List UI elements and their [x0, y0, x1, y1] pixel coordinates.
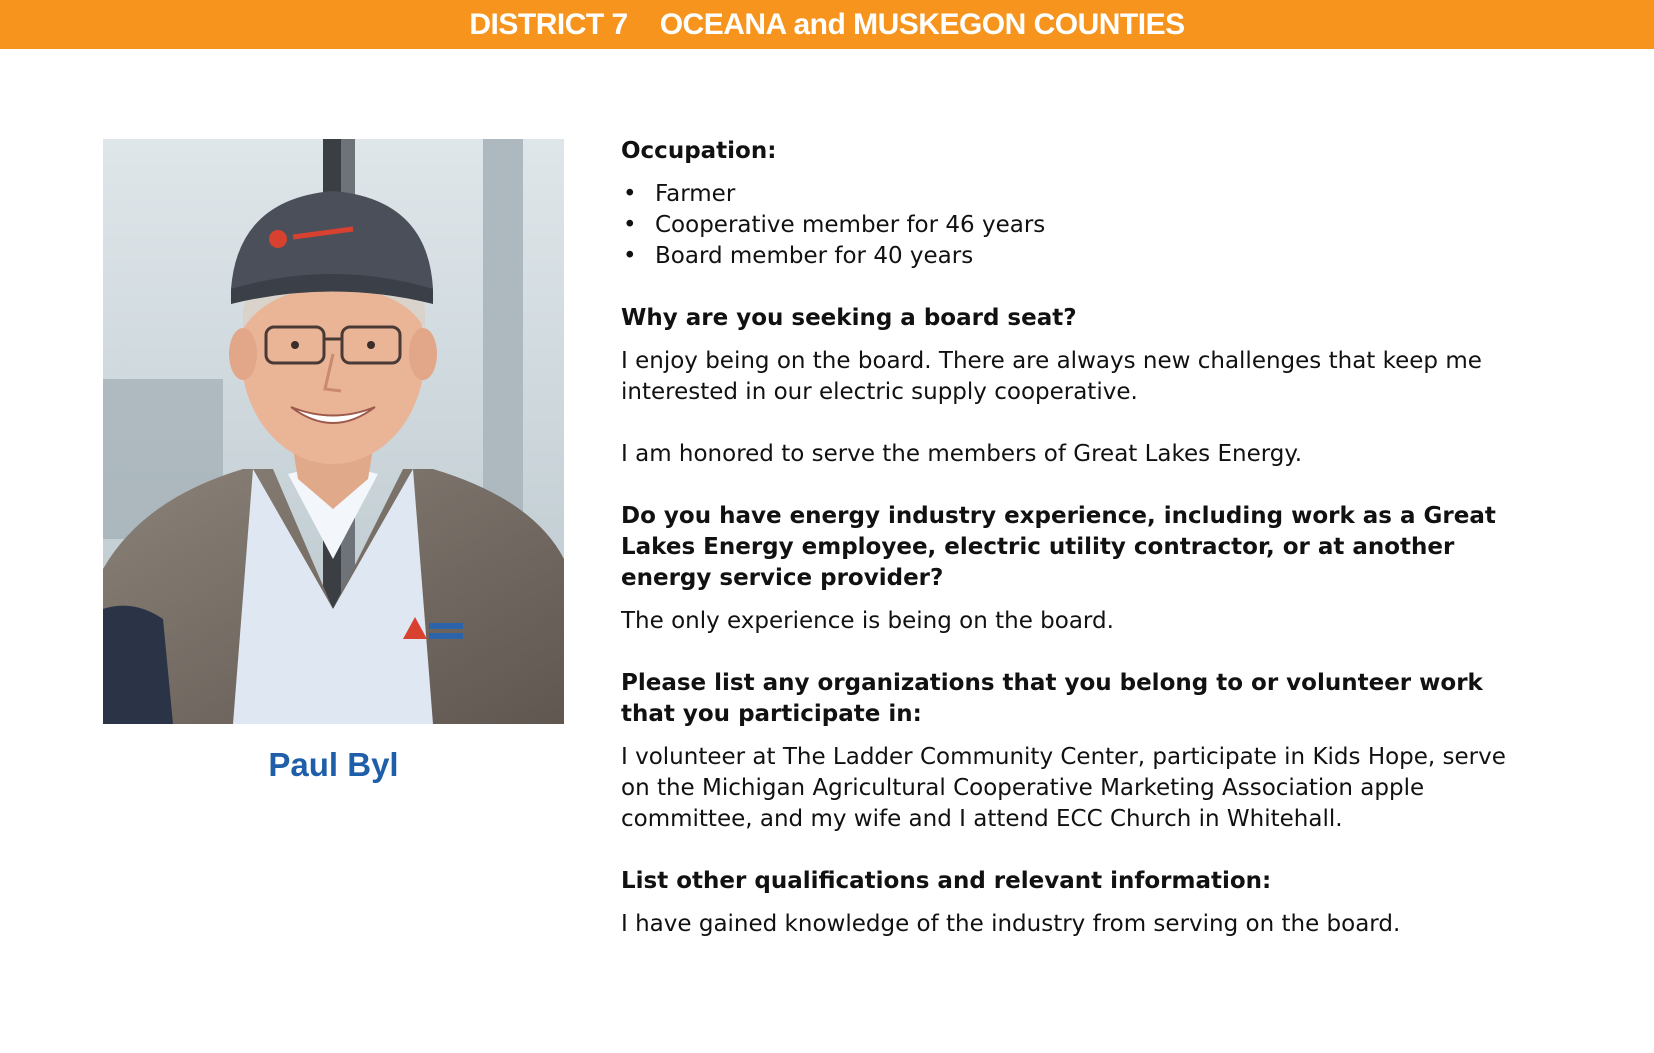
- occupation-item: • Board member for 40 years: [621, 241, 1561, 272]
- organizations-answer: I volunteer at The Ladder Community Center, participate in Kids Hope, serve on the Michigan Agricultural Cooperative Marketing Association apple committee, and my wife and I attend ECC Church in Whitehall.: [621, 744, 1506, 832]
- seeking-heading: Why are you seeking a board seat?: [621, 305, 1077, 331]
- district-number: DISTRICT 7: [469, 7, 628, 41]
- district-counties: OCEANA and MUSKEGON COUNTIES: [659, 7, 1185, 41]
- experience-answer: The only experience is being on the board.: [621, 608, 1114, 634]
- organizations-section: [621, 668, 1561, 835]
- candidate-questionnaire: [621, 136, 1561, 971]
- qualifications-answer: I have gained knowledge of the industry from serving on the board.: [621, 911, 1401, 937]
- district-banner: [0, 0, 1654, 49]
- occupation-heading: Occupation:: [621, 138, 777, 164]
- occupation-list: [621, 179, 1561, 272]
- occupation-section: [621, 136, 1561, 272]
- occupation-item: • Farmer: [621, 179, 1561, 210]
- seeking-section: [621, 303, 1561, 470]
- seeking-answer-2: I am honored to serve the members of Great Lakes Energy.: [621, 441, 1303, 467]
- organizations-heading: Please list any organizations that you belong to or volunteer work that you participate in:: [621, 670, 1483, 727]
- candidate-name: Paul Byl: [268, 746, 399, 783]
- experience-heading: Do you have energy industry experience, including work as a Great Lakes Energy employee, electric utility contractor, or at another energy service provider?: [621, 503, 1496, 591]
- candidate-portrait-illustration: [103, 139, 564, 724]
- experience-section: [621, 501, 1561, 637]
- seeking-answer: I enjoy being on the board. There are always new challenges that keep me interested in our electric supply cooperative.: [621, 348, 1482, 405]
- qualifications-heading: List other qualifications and relevant information:: [621, 868, 1272, 894]
- occupation-item: • Cooperative member for 46 years: [621, 210, 1561, 241]
- qualifications-section: [621, 866, 1561, 940]
- candidate-photo: [103, 139, 564, 724]
